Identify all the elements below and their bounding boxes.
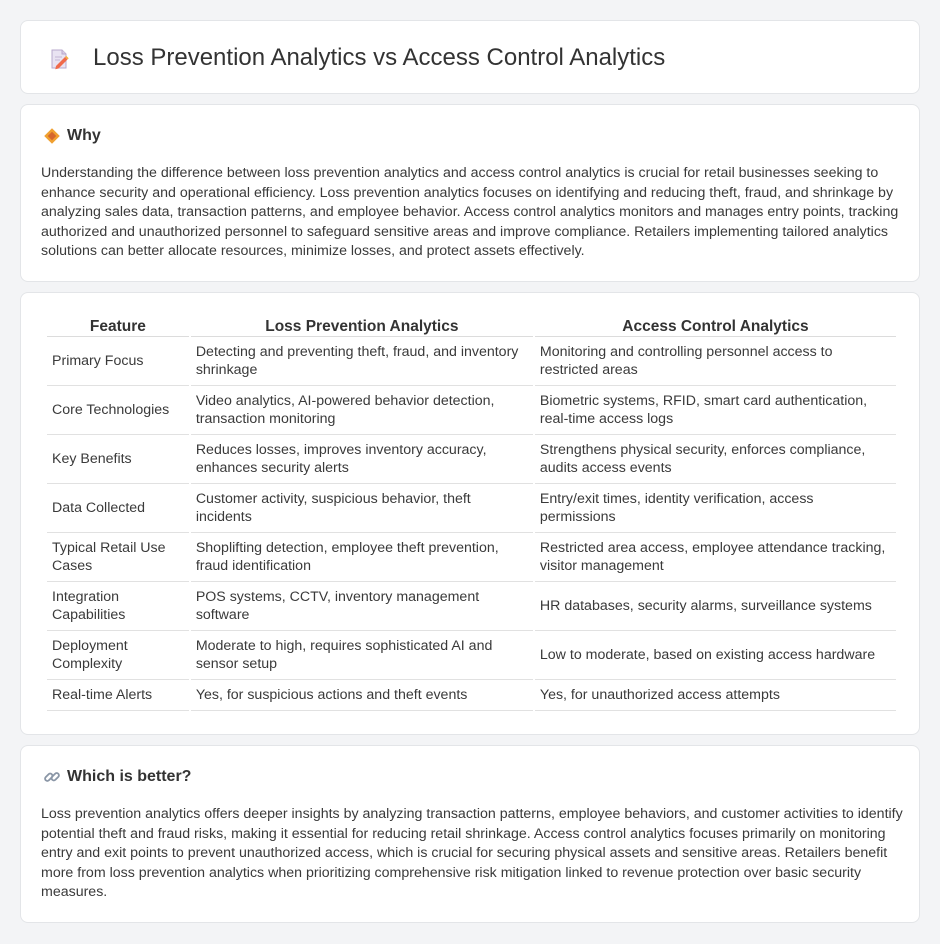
why-title: Why [67, 127, 101, 144]
header-feature: Feature [47, 315, 189, 337]
loss-prevention-cell: Video analytics, AI-powered behavior detection, transaction monitoring [191, 386, 533, 435]
feature-cell: Key Benefits [47, 435, 189, 484]
table-row [47, 582, 896, 631]
comparison-table-card [20, 292, 920, 735]
table-row [47, 386, 896, 435]
document-pencil-icon [47, 47, 71, 71]
access-control-cell: Yes, for unauthorized access attempts [535, 680, 896, 711]
title-card [20, 20, 920, 94]
feature-cell: Integration Capabilities [47, 582, 189, 631]
header-access-control: Access Control Analytics [535, 315, 896, 337]
which-is-better-section [20, 745, 920, 923]
feature-cell: Typical Retail Use Cases [47, 533, 189, 582]
better-title: Which is better? [67, 768, 192, 785]
access-control-cell: Monitoring and controlling personnel access to restricted areas [535, 337, 896, 386]
feature-cell: Data Collected [47, 484, 189, 533]
why-text: Understanding the difference between loss prevention analytics and access control analytics is crucial for retail businesses seeking to enhance security and operational efficiency. Loss prevention analytics focuses on identifying and reducing theft, fraud, and shrinkage by analyzing sales data, transaction patterns, and employee behavior. Access control analytics monitors and manages entry points, tracking authorized and unauthorized personnel to safeguard sensitive areas and improve compliance. Retailers implementing tailored analytics solutions can better allocate resources, minimize losses, and protect assets effectively. [41, 165, 899, 259]
table-row [47, 533, 896, 582]
header-loss-prevention: Loss Prevention Analytics [191, 315, 533, 337]
better-text: Loss prevention analytics offers deeper insights by analyzing transaction patterns, employee behaviors, and customer activities to identify potential theft and fraud risks, making it essential for reducing retail shrinkage. Access control analytics focuses primarily on monitoring entry and exit points to prevent unauthorized access, which is crucial for securing physical assets and sensitive areas. Retailers benefit more from loss prevention analytics when prioritizing comprehensive risk mitigation linked to revenue protection over basic security measures. [41, 806, 903, 900]
access-control-cell: Restricted area access, employee attendance tracking, visitor management [535, 533, 896, 582]
loss-prevention-cell: Detecting and preventing theft, fraud, and inventory shrinkage [191, 337, 533, 386]
link-icon [43, 768, 61, 786]
access-control-cell: HR databases, security alarms, surveillance systems [535, 582, 896, 631]
loss-prevention-cell: Yes, for suspicious actions and theft events [191, 680, 533, 711]
table-row [47, 631, 896, 680]
table-row [47, 435, 896, 484]
access-control-cell: Strengthens physical security, enforces compliance, audits access events [535, 435, 896, 484]
comparison-table [45, 315, 898, 711]
table-row [47, 337, 896, 386]
loss-prevention-cell: POS systems, CCTV, inventory management software [191, 582, 533, 631]
loss-prevention-cell: Customer activity, suspicious behavior, theft incidents [191, 484, 533, 533]
why-heading [43, 127, 101, 145]
feature-cell: Primary Focus [47, 337, 189, 386]
feature-cell: Deployment Complexity [47, 631, 189, 680]
access-control-cell: Low to moderate, based on existing access hardware [535, 631, 896, 680]
loss-prevention-cell: Reduces losses, improves inventory accuracy, enhances security alerts [191, 435, 533, 484]
access-control-cell: Biometric systems, RFID, smart card authentication, real-time access logs [535, 386, 896, 435]
loss-prevention-cell: Shoplifting detection, employee theft prevention, fraud identification [191, 533, 533, 582]
loss-prevention-cell: Moderate to high, requires sophisticated AI and sensor setup [191, 631, 533, 680]
page-title: Loss Prevention Analytics vs Access Control Analytics [93, 44, 666, 71]
why-section [20, 104, 920, 282]
feature-cell: Real-time Alerts [47, 680, 189, 711]
better-heading [43, 768, 191, 786]
diamond-warning-icon [43, 127, 61, 145]
feature-cell: Core Technologies [47, 386, 189, 435]
table-row [47, 680, 896, 711]
table-header-row [47, 315, 896, 337]
table-row [47, 484, 896, 533]
access-control-cell: Entry/exit times, identity verification, access permissions [535, 484, 896, 533]
